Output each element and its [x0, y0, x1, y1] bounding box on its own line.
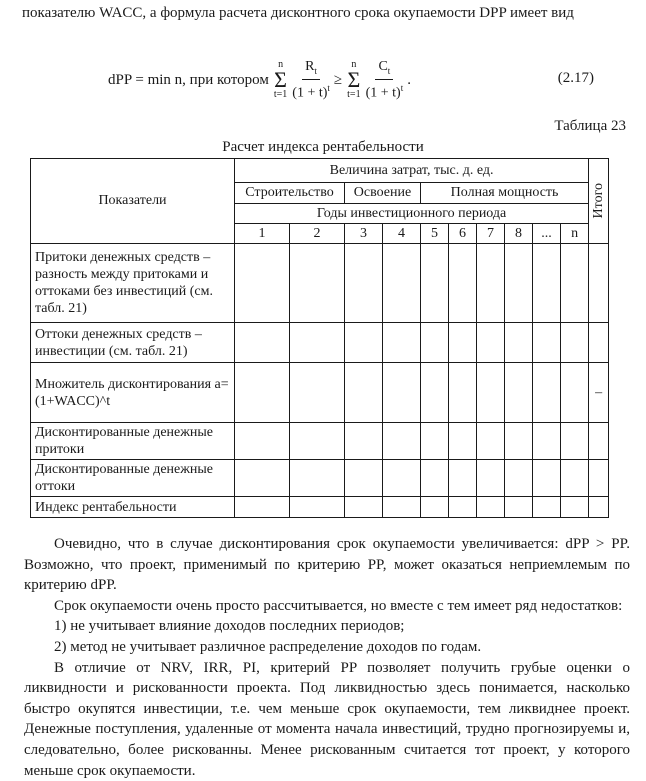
relation-sign: ≥: [333, 71, 343, 88]
year-cell: n: [561, 224, 589, 244]
numerator-1: $R_t$: [302, 59, 320, 80]
list-item: 1) не учитывает влияние доходов последних периодов;: [54, 618, 405, 635]
sum-symbol-2: [347, 60, 360, 100]
paragraph: Срок окупаемости очень просто рассчитывается, но вместе с тем имеет ряд недостатков:: [54, 597, 623, 614]
denominator-2: $(1 + t)^t$: [365, 82, 404, 101]
formula-dpp: [108, 56, 411, 104]
sum-upper: n: [278, 59, 284, 70]
row-total: [589, 460, 609, 497]
fraction-2: [366, 59, 404, 101]
year-cell: 6: [449, 224, 477, 244]
year-cell: 8: [505, 224, 533, 244]
row-total: –: [589, 363, 609, 423]
sum-lower: t=1: [273, 89, 288, 100]
sum-upper: n: [351, 59, 357, 70]
row-label: Оттоки денежных средств – инвестиции (см. табл. 21): [31, 323, 235, 363]
sum-symbol-1: [274, 60, 287, 100]
body-text: [24, 534, 630, 781]
table-row: [31, 423, 609, 460]
denominator-1: $(1 + t)^t$: [292, 82, 330, 101]
formula-row: [0, 56, 646, 104]
year-cell: 3: [345, 224, 383, 244]
table-row: [31, 460, 609, 497]
total-header: Итого: [589, 159, 609, 244]
row-label: Индекс рентабельности: [31, 497, 235, 518]
profitability-index-table: [30, 158, 609, 518]
year-cell: 4: [383, 224, 421, 244]
table-title: Расчет индекса рентабельности: [222, 139, 424, 155]
sigma: Σ: [274, 67, 287, 92]
formula-lhs: dPP = min n, при котором: [108, 71, 269, 88]
indicator-header: Показатели: [31, 159, 235, 244]
table-row: [31, 244, 609, 323]
table-number-label: Таблица 23: [554, 118, 626, 134]
year-cell: 7: [477, 224, 505, 244]
year-cell: ...: [533, 224, 561, 244]
table-row: [31, 323, 609, 363]
fraction-1: [292, 59, 330, 101]
year-cell: 5: [421, 224, 449, 244]
equation-number: (2.17): [557, 70, 594, 86]
paragraph: Очевидно, что в случае дисконтирования срок окупаемости увеличивается: dPP > PP. Возможно, что проект, применимый по критерию PP, может оказаться неприемлемым по критерию dPP.: [24, 536, 630, 594]
phase-construction: Строительство: [235, 183, 345, 204]
phase-full-capacity: Полная мощность: [421, 183, 589, 204]
list-item: 2) метод не учитывает различное распределение доходов по годам.: [54, 638, 482, 655]
year-cell: 1: [235, 224, 290, 244]
table-row: [31, 363, 609, 423]
numerator-2: $C_t$: [375, 59, 393, 80]
row-label: Притоки денежных средств – разность между притоками и оттоками без инвестиций (см. табл. 21): [31, 244, 235, 323]
sum-lower: t=1: [347, 89, 361, 100]
table-row: [31, 497, 609, 518]
formula-end: .: [407, 71, 411, 88]
row-label: Дисконтированные денежные оттоки: [31, 460, 235, 497]
row-total: [589, 497, 609, 518]
row-total: [589, 323, 609, 363]
row-total: [589, 244, 609, 323]
phase-development: Освоение: [345, 183, 421, 204]
row-total: [589, 423, 609, 460]
row-label: Множитель дисконтирования a=(1+WACC)^t: [31, 363, 235, 423]
intro-paragraph: показателю WACC, а формула расчета дисконтного срока окупаемости DPP имеет вид: [22, 5, 574, 21]
years-header: Годы инвестиционного периода: [235, 204, 589, 224]
cost-header: Величина затрат, тыс. д. ед.: [235, 159, 589, 183]
row-label: Дисконтированные денежные притоки: [31, 423, 235, 460]
sigma: Σ: [347, 67, 361, 92]
year-cell: 2: [290, 224, 345, 244]
paragraph: В отличие от NRV, IRR, PI, критерий PP позволяет получить грубые оценки о ликвидности и рискованности проекта. Под ликвидностью здесь понимается, насколько быстро окупятся инвестиции, т.е. чем меньше срок окупаемости, тем ликвиднее проект. Денежные поступления, удаленные от момента начала инвестиций, трудно прогнозируемы и, следовательно, более рискованны. Менее рискованным считается тот проект, у которого меньше срок окупаемости.: [24, 659, 630, 779]
